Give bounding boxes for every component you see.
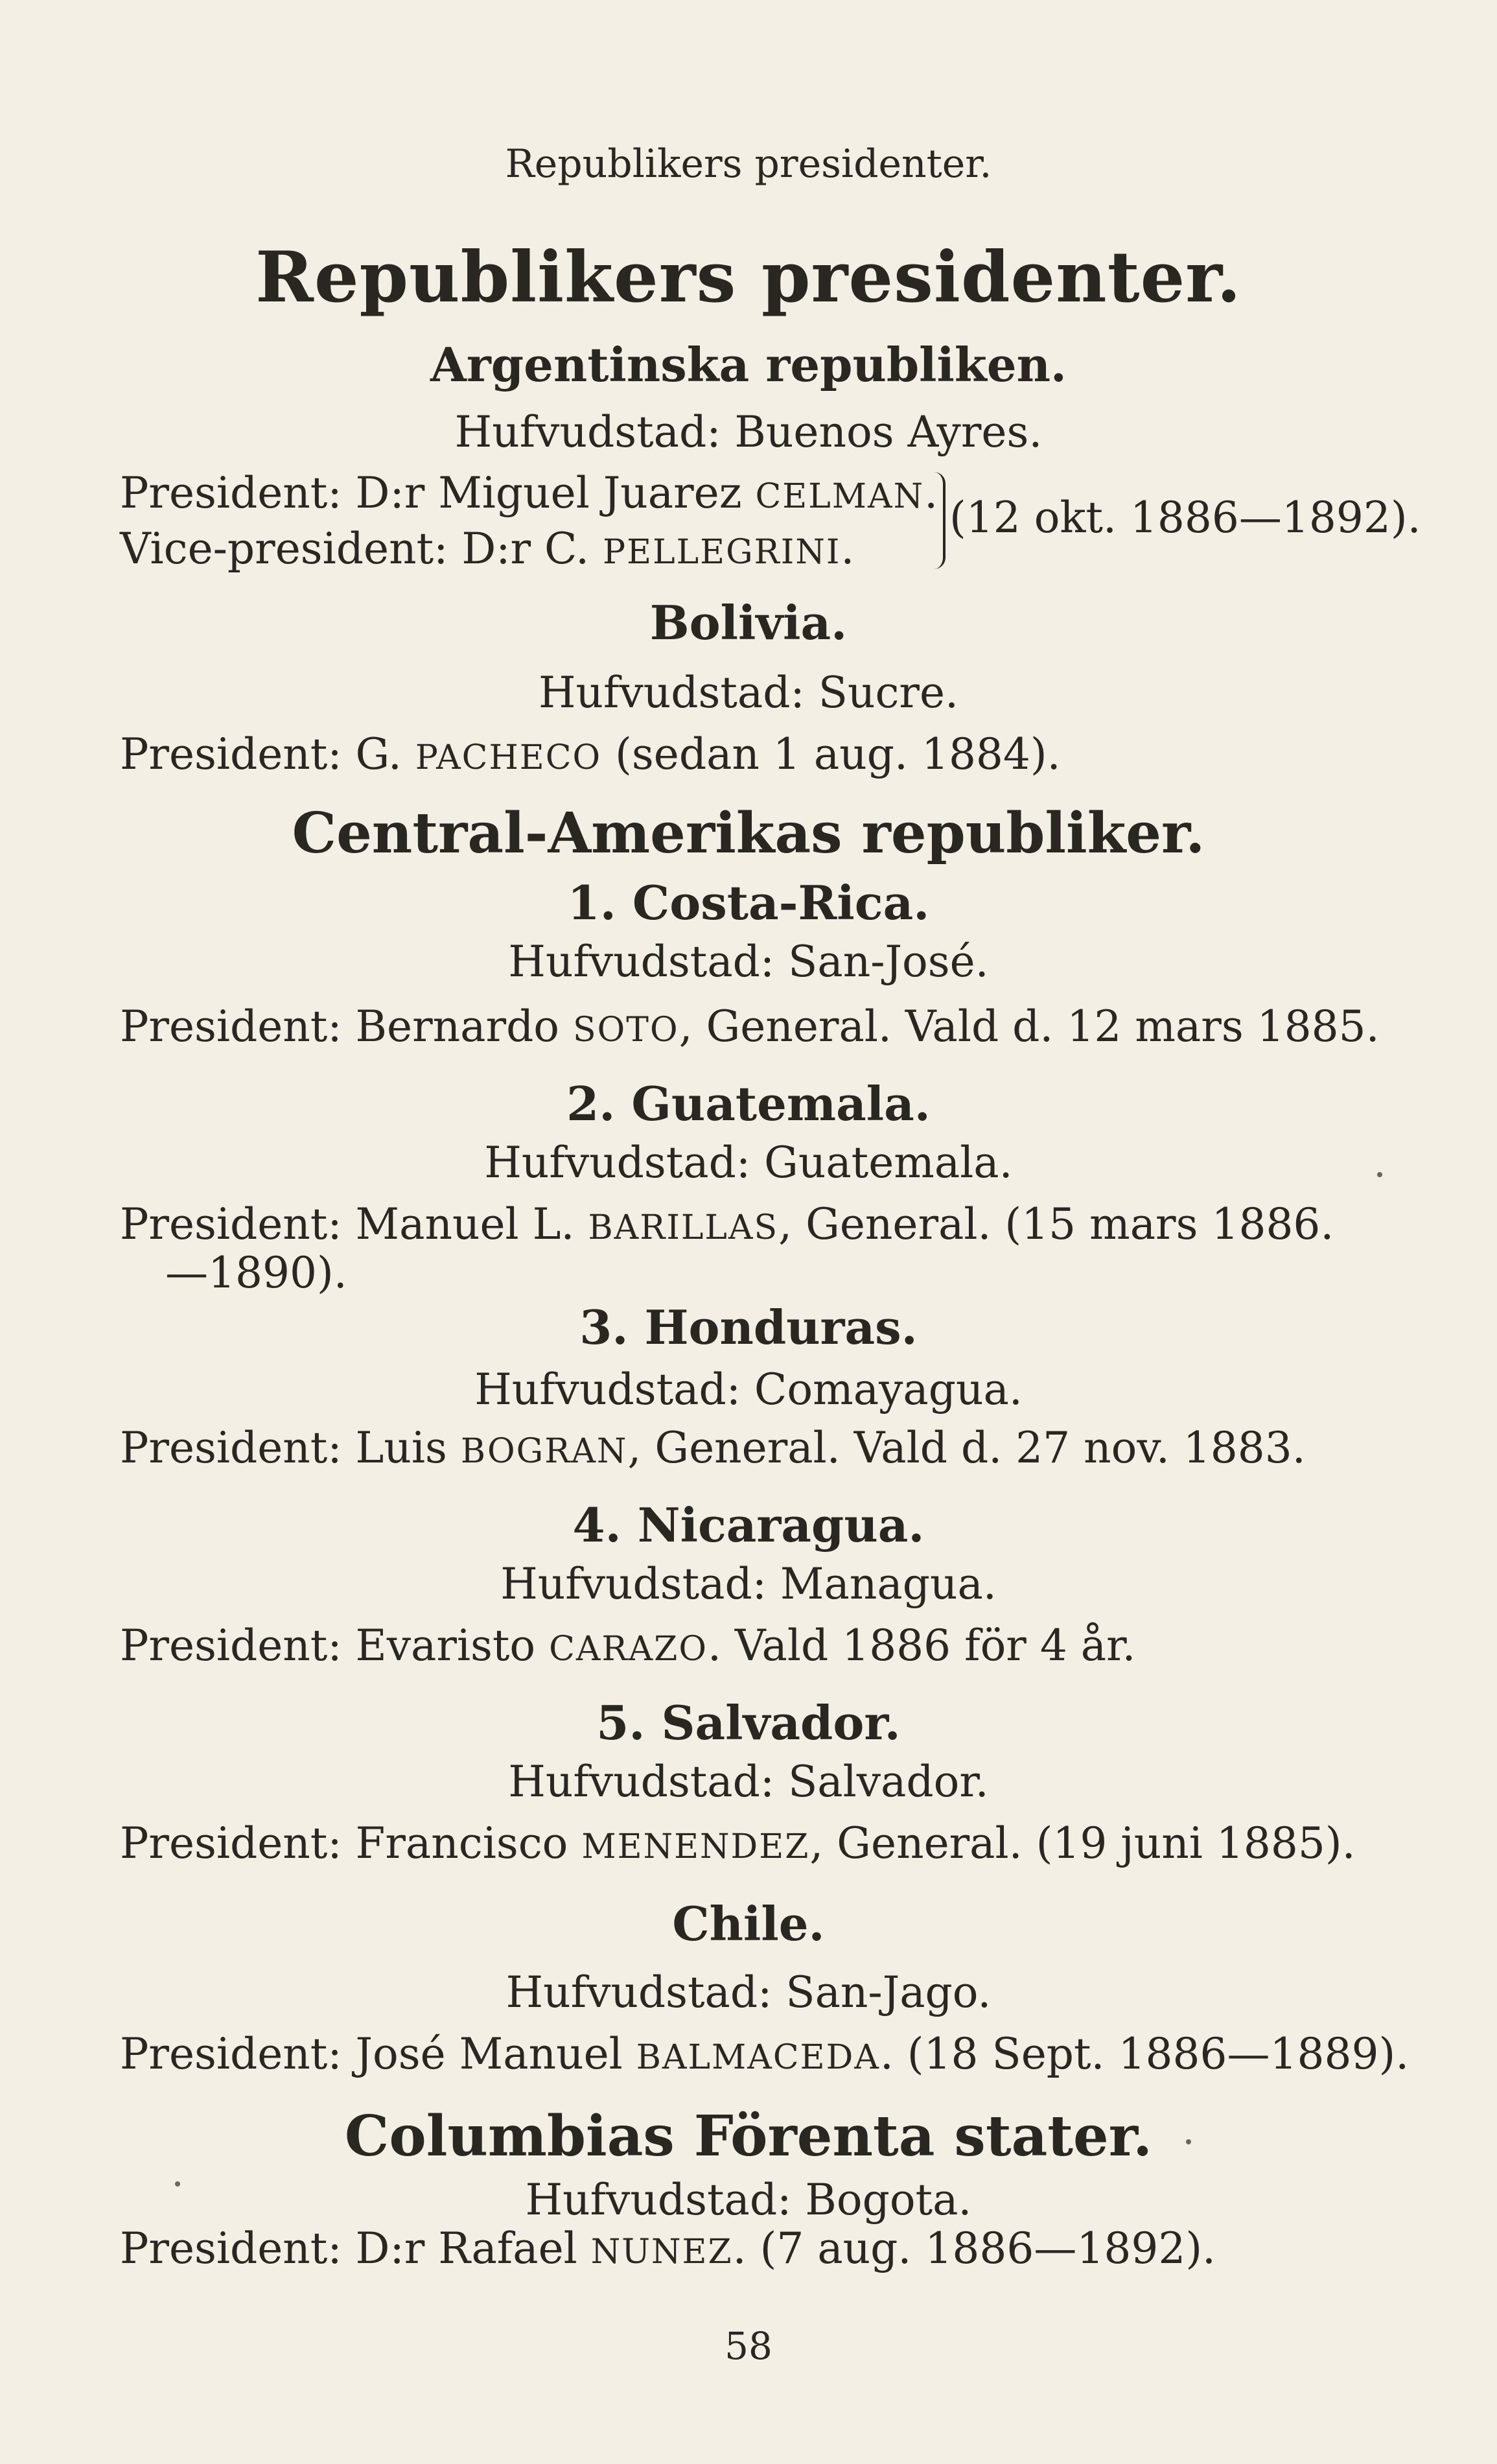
costa-rica-capital: Hufvudstad: San-José. [508,937,989,987]
chile-heading: Chile. [672,1896,825,1951]
argentina-capital: Hufvudstad: Buenos Ayres. [454,407,1043,457]
nicaragua-president: President: Evaristo CARAZO. Vald 1886 för 4 år. [120,1621,1136,1671]
salvador-heading: 5. Salvador. [596,1695,901,1750]
salvador-capital: Hufvudstad: Salvador. [508,1757,989,1807]
chile-president: President: José Manuel BALMACEDA. (18 Sept. 1886—1889). [120,2029,1410,2079]
honduras-heading: 3. Honduras. [579,1300,918,1355]
nicaragua-capital: Hufvudstad: Managua. [500,1559,997,1609]
salvador-president: President: Francisco MENENDEZ, General. (19 juni 1885). [120,1818,1356,1868]
costa-rica-heading: 1. Costa-Rica. [567,875,930,930]
argentina-officials [120,465,938,577]
honduras-capital: Hufvudstad: Comayagua. [474,1365,1023,1414]
colombia-heading: Columbias Förenta stater. [344,2104,1153,2169]
argentina-term: (12 okt. 1886—1892). [949,493,1421,543]
running-head: Republikers presidenter. [505,141,992,187]
costa-rica-president: President: Bernardo SOTO, General. Vald d. 12 mars 1885. [120,1002,1380,1051]
bolivia-president: President: G. PACHECO (sedan 1 aug. 1884). [120,729,1061,779]
argentina-vice-president: Vice-president: D:r C. PELLEGRINI. [120,524,855,574]
colombia-capital: Hufvudstad: Bogota. [525,2175,972,2225]
bolivia-heading: Bolivia. [649,595,848,650]
honduras-president: President: Luis BOGRAN, General. Vald d. 27 nov. 1883. [120,1423,1306,1473]
argentina-president: President: D:r Miguel Juarez CELMAN. [120,468,938,518]
guatemala-term-continuation: —1890). [165,1248,347,1298]
print-speck [175,2181,180,2187]
guatemala-heading: 2. Guatemala. [566,1076,931,1131]
print-speck [1186,2139,1191,2144]
page-title: Republikers presidenter. [255,237,1242,318]
page-number: 58 [725,2324,772,2368]
brace-mark [930,472,946,569]
bolivia-capital: Hufvudstad: Sucre. [538,668,958,718]
guatemala-capital: Hufvudstad: Guatemala. [484,1138,1013,1188]
central-america-heading: Central-Amerikas republiker. [292,801,1205,866]
print-speck [1377,1172,1382,1177]
argentina-heading: Argentinska republiken. [430,337,1067,392]
chile-capital: Hufvudstad: San-Jago. [505,1967,992,2017]
nicaragua-heading: 4. Nicaragua. [572,1497,925,1553]
colombia-president: President: D:r Rafael NUNEZ. (7 aug. 1886—1892). [120,2223,1216,2273]
guatemala-president: President: Manuel L. BARILLAS, General. (15 mars 1886. [120,1199,1334,1249]
